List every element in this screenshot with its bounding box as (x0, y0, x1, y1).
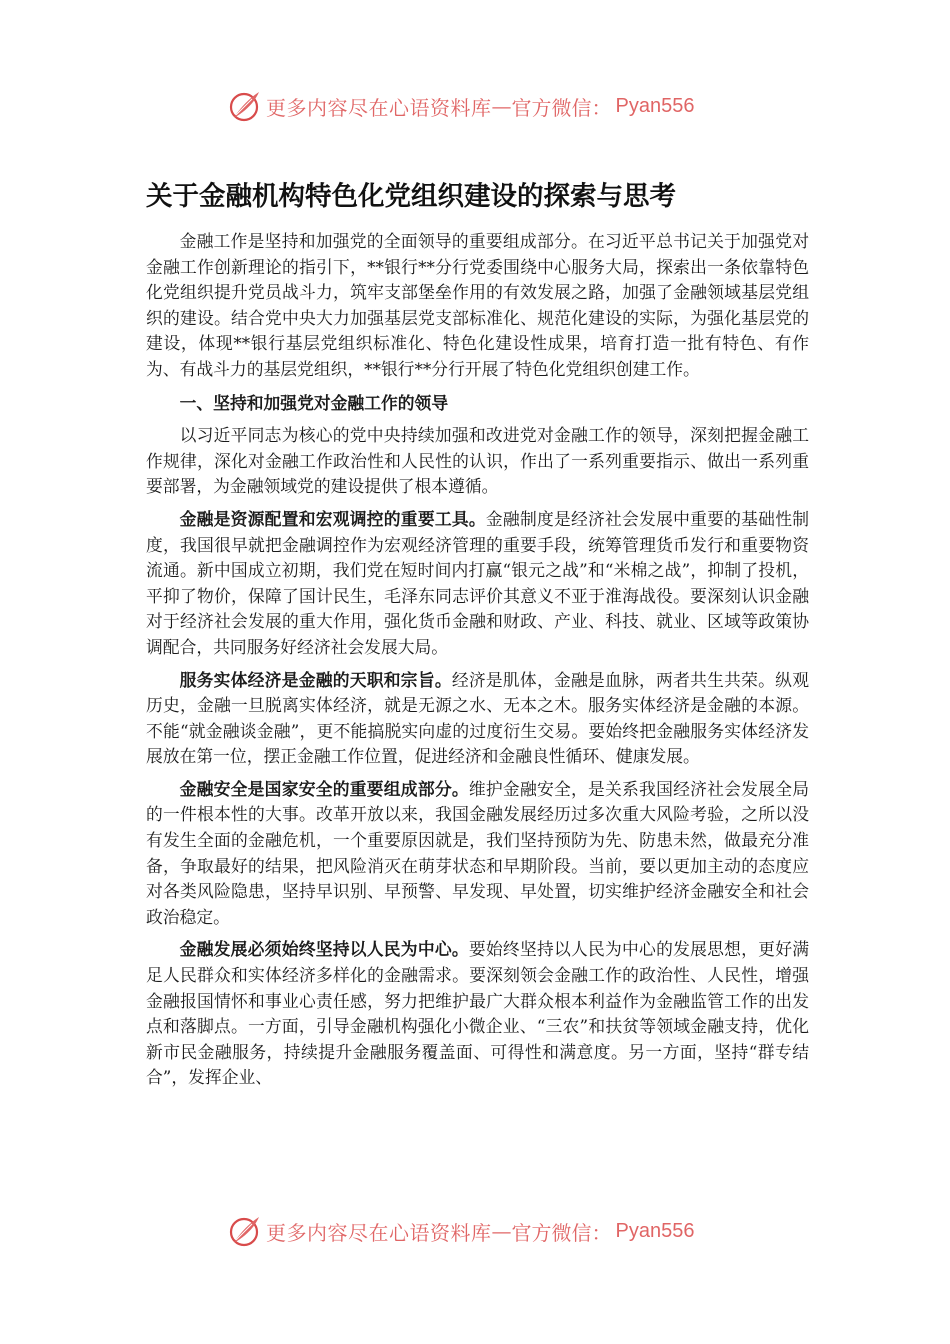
paragraph-resource-allocation (146, 507, 809, 661)
paragraph-lead-bold: 金融发展必须始终坚持以人民为中心。 (179, 939, 469, 960)
watermark-official: 官方微信： (511, 1220, 612, 1245)
watermark-separator: — (491, 1219, 512, 1243)
quill-logo-icon (228, 89, 262, 123)
paragraph-financial-security (146, 777, 809, 931)
paragraph-real-economy (146, 668, 809, 770)
watermark-wechat-id: Pyan556 (615, 94, 695, 117)
watermark-header (228, 86, 728, 126)
intro-paragraph: 金融工作是坚持和加强党的全面领导的重要组成部分。在习近平总书记关于加强党对金融工作创新理论的指引下，**银行**分行党委围绕中心服务大局，探索出一条依靠特色化党组织提升党员战斗力，筑牢支部堡垒作用的有效发展之路，加强了金融领域基层党组织的建设。结合党中央大力加强基层党支部标准化、规范化建设的实际，为强化基层党的建设，体现**银行基层党组织标准化、特色化建设性成果，培育打造一批有特色、有作为、有战斗力的基层党组织，**银行**分行开展了特色化党组织创建工作。 (146, 231, 809, 379)
watermark-wechat-id: Pyan556 (615, 1219, 695, 1242)
page-title: 关于金融机构特色化党组织建设的探索与思考 (146, 181, 676, 212)
watermark-text: 更多内容尽在心语资料库 (266, 1220, 492, 1245)
paragraph-text: 金融制度是经济社会发展中重要的基础性制度，我国很早就把金融调控作为宏观经济管理的重要手段，统筹管理货币发行和重要物资流通。新中国成立初期，我们党在短时间内打赢“银元之战”和“米棉之战”，抑制了投机，平抑了物价，保障了国计民生，毛泽东同志评价其意义不亚于淮海战役。要深刻认识金融对于经济社会发展的重大作用，强化货币金融和财政、产业、科技、就业、区域等政策协调配合，共同服务好经济社会发展大局。 (146, 508, 809, 657)
watermark-separator: — (491, 94, 512, 118)
paragraph-lead-bold: 金融安全是国家安全的重要组成部分。 (179, 778, 469, 799)
paragraph-text: 维护金融安全，是关系我国经济社会发展全局的一件根本性的大事。改革开放以来，我国金融发展经历过多次重大风险考验，之所以没有发生全面的金融危机，一个重要原因就是，我们坚持预防为先、防患未然，做最充分准备，争取最好的结果，把风险消灭在萌芽状态和早期阶段。当前，要以更加主动的态度应对各类风险隐患，坚持早识别、早预警、早发现、早处置，切实维护经济金融安全和社会政治稳定。 (146, 778, 809, 927)
watermark-official: 官方微信： (511, 95, 612, 120)
section-heading: 一、坚持和加强党对金融工作的领导 (179, 392, 449, 413)
section-lead-paragraph: 以习近平同志为核心的党中央持续加强和改进党对金融工作的领导，深刻把握金融工作规律，深化对金融工作政治性和人民性的认识，作出了一系列重要指示、做出一系列重要部署，为金融领域党的建设提供了根本遵循。 (146, 425, 809, 497)
paragraph-lead-bold: 金融是资源配置和宏观调控的重要工具。 (179, 508, 486, 529)
document-body (146, 229, 809, 1091)
quill-logo-icon (228, 1214, 262, 1248)
paragraph-text: 要始终坚持以人民为中心的发展思想，更好满足人民群众和实体经济多样化的金融需求。要深刻领会金融工作的政治性、人民性，增强金融报国情怀和事业心责任感，努力把维护最广大群众根本利益作为金融监管工作的出发点和落脚点。一方面，引导金融机构强化小微企业、“三农”和扶贫等领域金融支持，优化新市民金融服务，持续提升金融服务覆盖面、可得性和满意度。另一方面，坚持“群专结合”，发挥企业、 (146, 939, 809, 1088)
paragraph-text: 经济是肌体，金融是血脉，两者共生共荣。纵观历史，金融一旦脱离实体经济，就是无源之水、无本之木。服务实体经济是金融的本源。不能“就金融谈金融”，更不能搞脱实向虚的过度衍生交易。要始终把金融服务实体经济发展放在第一位，摆正金融工作位置，促进经济和金融良性循环、健康发展。 (146, 669, 809, 767)
watermark-text: 更多内容尽在心语资料库 (266, 95, 492, 120)
paragraph-people-centered (146, 937, 809, 1091)
watermark-footer (228, 1211, 728, 1251)
paragraph-lead-bold: 服务实体经济是金融的天职和宗旨。 (179, 669, 452, 690)
